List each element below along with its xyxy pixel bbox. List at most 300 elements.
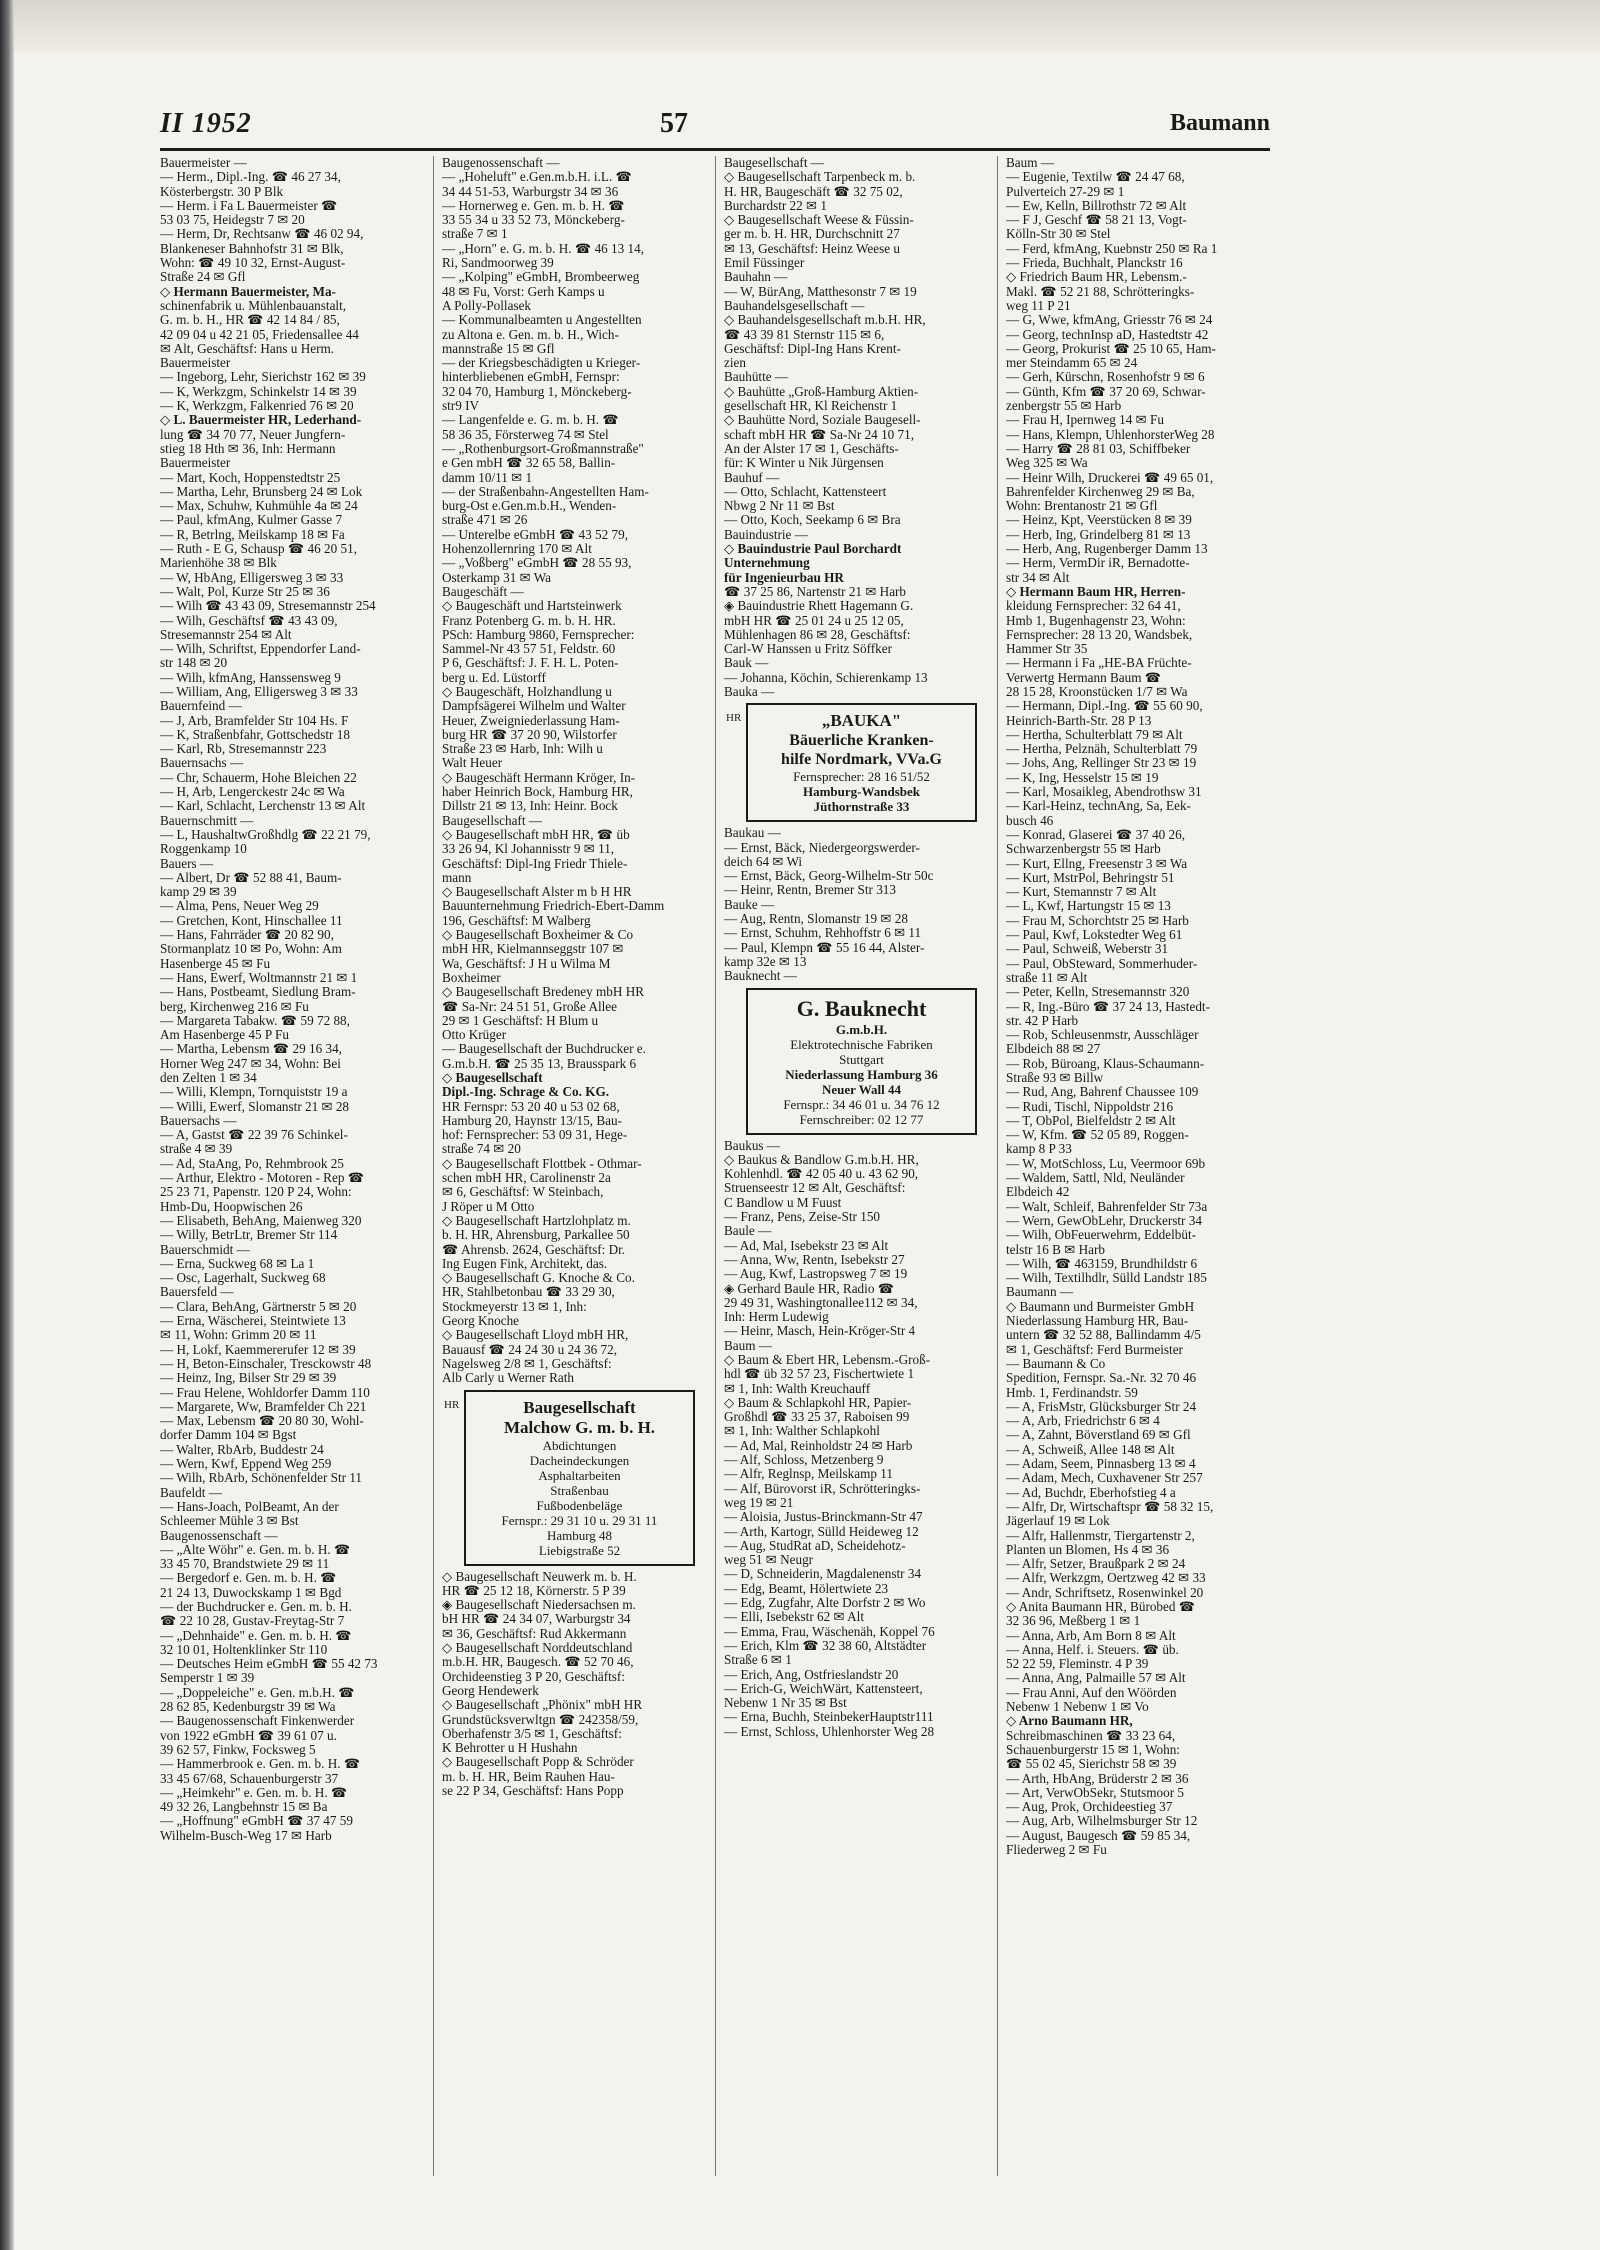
directory-entry: ◈ Gerhard Baule HR, Radio ☎ <box>724 1281 895 1296</box>
directory-page <box>160 100 1270 2180</box>
directory-entry: J Röper u M Otto <box>442 1199 535 1214</box>
directory-entry: ◇ Baugesellschaft Lloyd mbH HR, <box>442 1328 629 1343</box>
directory-entry: — Paul, Kwf, Lokstedter Weg 61 <box>1006 928 1183 943</box>
directory-entry: — Baumann & Co <box>1006 1356 1106 1371</box>
directory-entry: — Aloisia, Justus-Brinckmann-Str 47 <box>724 1510 923 1525</box>
ad-street: Jüthornstraße 33 <box>813 799 910 815</box>
directory-entry: — Rud, Ang, Bahrenf Chaussee 109 <box>1006 1085 1199 1100</box>
directory-entry: — Willi, Klempn, Tornquiststr 19 a <box>160 1085 348 1100</box>
directory-entry: busch 46 <box>1006 813 1054 828</box>
directory-entry: Walt Heuer <box>442 756 503 771</box>
directory-entry: — Hertha, Schulterblatt 79 ✉ Alt <box>1006 727 1183 742</box>
directory-entry: Unternehmung <box>724 556 810 571</box>
directory-entry: — Hertha, Pelznäh, Schulterblatt 79 <box>1006 742 1198 757</box>
directory-entry: ◇ Baukus & Bandlow G.m.b.H. HR, <box>724 1152 919 1167</box>
directory-entry: Hohenzollernring 170 ✉ Alt <box>442 542 592 557</box>
directory-entry: Pulverteich 27-29 ✉ 1 <box>1006 184 1125 199</box>
directory-entry: hof: Fernsprecher: 53 09 31, Hege- <box>442 1128 628 1143</box>
directory-entry: Orchideenstieg 3 P 20, Geschäftsf: <box>442 1669 625 1684</box>
directory-entry: Nebenw 1 Nr 35 ✉ Bst <box>724 1696 847 1711</box>
directory-entry: Alb Carly u Werner Rath <box>442 1371 575 1386</box>
page-header <box>160 100 1270 148</box>
directory-entry: — „Horn" e. G. m. b. H. ☎ 46 13 14, <box>442 241 645 256</box>
directory-entry: Bauhuf — <box>724 470 780 485</box>
directory-entry: ◇ L. Bauermeister HR, Lederhand- <box>160 413 362 428</box>
directory-entry: 34 44 51-53, Warburgstr 34 ✉ 36 <box>442 184 619 199</box>
directory-entry: untern ☎ 32 52 88, Ballindamm 4/5 <box>1006 1328 1201 1343</box>
directory-entry: weg 19 ✉ 21 <box>724 1495 794 1510</box>
directory-entry: Baule — <box>724 1224 772 1239</box>
directory-entry: HR Fernspr: 53 20 40 u 53 02 68, <box>442 1099 620 1114</box>
directory-entry: K Behrotter u H Hushahn <box>442 1741 578 1756</box>
directory-entry: Bauausf ☎ 24 24 30 u 24 36 72, <box>442 1342 618 1357</box>
directory-entry: — „Doppeleiche" e. Gen. m.b.H. ☎ <box>160 1685 355 1700</box>
directory-entry: — Walt, Schleif, Bahrenfelder Str 73a <box>1006 1199 1208 1214</box>
directory-entry: — Aug, Kwf, Lastropsweg 7 ✉ 19 <box>724 1267 908 1282</box>
directory-entry: Elbdeich 42 <box>1006 1185 1070 1200</box>
directory-entry: weg 51 ✉ Neugr <box>724 1553 814 1568</box>
directory-entry: Bauernsachs — <box>160 756 244 771</box>
ad-wrapper <box>724 703 989 822</box>
directory-entry: m. b. H. HR, Beim Rauhen Hau- <box>442 1769 615 1784</box>
directory-entry: zu Altona e. Gen. m. b. H., Wich- <box>442 327 619 342</box>
directory-entry: — Chr, Schauerm, Hohe Bleichen 22 <box>160 770 357 785</box>
directory-entry: Weg 325 ✉ Wa <box>1006 456 1088 471</box>
directory-entry: — Frieda, Buchhalt, Planckstr 16 <box>1006 256 1183 271</box>
directory-entry: ◇ Baumann und Burmeister GmbH <box>1006 1299 1195 1314</box>
directory-entry: 48 ✉ Fu, Vorst: Gerh Kamps u <box>442 284 605 299</box>
directory-entry: für Ingenieurbau HR <box>724 570 844 585</box>
directory-entry: Bauersfeld — <box>160 1285 234 1300</box>
directory-entry: ☎ 43 39 81 Sternstr 115 ✉ 6, <box>724 327 885 342</box>
column-4 <box>1006 156 1271 2176</box>
directory-entry: — Otto, Koch, Seekamp 6 ✉ Bra <box>724 513 901 528</box>
directory-entry: Baugenossenschaft — <box>442 156 560 170</box>
directory-entry: 42 09 04 u 42 21 05, Friedensallee 44 <box>160 327 359 342</box>
directory-entry: — Aug, Arb, Wilhelmsburger Str 12 <box>1006 1814 1198 1829</box>
directory-entry: — Arthur, Elektro - Motoren - Rep ☎ <box>160 1171 365 1186</box>
directory-entry: — Hans, Klempn, UhlenhorsterWeg 28 <box>1006 427 1215 442</box>
directory-entry: ◇ Baugesellschaft Weese & Füssin- <box>724 213 914 228</box>
directory-entry: ◇ Friedrich Baum HR, Lebensm.- <box>1006 270 1187 285</box>
directory-entry: Wilhelm-Busch-Weg 17 ✉ Harb <box>160 1828 332 1843</box>
directory-entry: mbH HR, Kielmannseggstr 107 ✉ <box>442 942 624 957</box>
directory-entry: 33 55 34 u 33 52 73, Mönckeberg- <box>442 213 625 228</box>
ad-phone: Fernspr.: 29 31 10 u. 29 31 11 <box>501 1512 658 1528</box>
directory-entry: Kohlenhdl. ☎ 42 05 40 u. 43 62 90, <box>724 1167 919 1182</box>
directory-entry: — Hermann, Dipl.-Ing. ☎ 55 60 90, <box>1006 699 1203 714</box>
directory-entry: Jägerlauf 19 ✉ Lok <box>1006 1514 1110 1529</box>
directory-entry: — Hans, Ewerf, Woltmannstr 21 ✉ 1 <box>160 970 358 985</box>
directory-entry: — Konrad, Glaserei ☎ 37 40 26, <box>1006 827 1186 842</box>
ad-phone: Fernsprecher: 28 16 51/52 <box>793 769 930 785</box>
directory-entry: — W, MotSchloss, Lu, Veermoor 69b <box>1006 1156 1206 1171</box>
directory-entry: — Adam, Mech, Cuxhavener Str 257 <box>1006 1471 1203 1486</box>
directory-entry: 53 03 75, Heidegstr 7 ✉ 20 <box>160 213 305 228</box>
directory-entry: — Wilh, ObFeuerwehrm, Eddelbüt- <box>1006 1228 1197 1243</box>
directory-entry: Baukau — <box>724 826 781 841</box>
directory-entry: — Ad, StaAng, Po, Rehmbrook 25 <box>160 1156 344 1171</box>
directory-entry: b. H. HR, Ahrensburg, Parkallee 50 <box>442 1228 630 1243</box>
ad-line: Stuttgart <box>839 1051 884 1067</box>
ad-city: Hamburg 48 <box>546 1527 613 1543</box>
directory-entry: — Martha, Lehr, Brunsberg 24 ✉ Lok <box>160 484 363 499</box>
directory-entry: m.b.H. HR, Baugesch. ☎ 52 70 46, <box>442 1655 634 1670</box>
directory-entry: — Elisabeth, BehAng, Maienweg 320 <box>160 1213 362 1228</box>
directory-entry: burg HR ☎ 37 20 90, Wilstorfer <box>442 727 617 742</box>
directory-entry: Otto Krüger <box>442 1028 507 1043</box>
directory-entry: 33 45 67/68, Schauenburgerstr 37 <box>160 1771 339 1786</box>
directory-entry: hdl ☎ üb 32 57 23, Fischertwiete 1 <box>724 1367 915 1382</box>
directory-entry: Bauunternehmung Friedrich-Ebert-Damm <box>442 899 665 914</box>
directory-entry: burg-Ost e.Gen.m.b.H., Wenden- <box>442 499 617 514</box>
hr-register-mark: HR <box>726 712 742 725</box>
directory-entry: — Hornerweg e. Gen. m. b. H. ☎ <box>442 198 625 213</box>
directory-entry: Fernsprecher: 28 13 20, Wandsbek, <box>1006 627 1193 642</box>
ad-line: Dacheindeckungen <box>529 1452 630 1468</box>
directory-entry: Oberhafenstr 3/5 ✉ 1, Geschäftsf: <box>442 1726 622 1741</box>
directory-entry: — Erna, Wäscherei, Steintwiete 13 <box>160 1314 346 1329</box>
ad-line: Fußbodenbeläge <box>536 1497 623 1513</box>
directory-entry: Inh: Herm Ludewig <box>724 1310 829 1325</box>
directory-entry: HR ☎ 25 12 18, Körnerstr. 5 P 39 <box>442 1583 626 1598</box>
directory-entry: — K, Ing, Hesselstr 15 ✉ 19 <box>1006 770 1159 785</box>
directory-entry: Bauermeister <box>160 456 231 471</box>
directory-entry: — Emma, Frau, Wäschenäh, Koppel 76 <box>724 1624 935 1639</box>
directory-entry: ✉ 36, Geschäftsf: Rud Akkermann <box>442 1626 627 1641</box>
directory-entry: 21 24 13, Duwockskamp 1 ✉ Bgd <box>160 1585 342 1600</box>
advertisement-bauknecht <box>746 988 977 1135</box>
directory-entry: Baugenossenschaft — <box>160 1528 278 1543</box>
directory-entry: — Herb, Ing, Grindelberg 81 ✉ 13 <box>1006 527 1191 542</box>
directory-entry: Nebenw 1 Nebenw 1 ✉ Vo <box>1006 1700 1149 1715</box>
directory-entry: — „Hoffnung" eGmbH ☎ 37 47 59 <box>160 1814 353 1829</box>
directory-entry: — „Rothenburgsort-Großmannstraße" <box>442 441 644 456</box>
directory-entry: — G, Wwe, kfmAng, Griesstr 76 ✉ 24 <box>1006 313 1213 328</box>
directory-entry: P 6, Geschäftsf: J. F. H. L. Poten- <box>442 656 619 671</box>
directory-entry: Hmb 1, Bugenhagenstr 23, Wohn: <box>1006 613 1186 628</box>
directory-entry: — Herm., Dipl.-Ing. ☎ 46 27 34, <box>160 170 341 185</box>
directory-entry: ☎ 55 02 45, Sierichstr 58 ✉ 39 <box>1006 1757 1177 1772</box>
directory-entry: Schwarzenbergstr 55 ✉ Harb <box>1006 842 1161 857</box>
directory-entry: — H, Lokf, Kaemmererufer 12 ✉ 39 <box>160 1342 356 1357</box>
directory-entry: — Wern, GewObLehr, Druckerstr 34 <box>1006 1213 1202 1228</box>
directory-entry: — Edg, Beamt, Hölertwiete 23 <box>724 1581 889 1596</box>
directory-entry: dorfer Damm 104 ✉ Bgst <box>160 1428 297 1443</box>
directory-entry: ✉ 1, Inh: Walther Schlapkohl <box>724 1424 880 1439</box>
directory-entry: — Walter, RbArb, Buddestr 24 <box>160 1442 324 1457</box>
directory-entry: — Johs, Ang, Rellinger Str 23 ✉ 19 <box>1006 756 1197 771</box>
directory-entry: 196, Geschäftsf: M Walberg <box>442 913 591 928</box>
directory-entry: — Wern, Kwf, Eppend Weg 259 <box>160 1457 332 1472</box>
directory-entry: Heuer, Zweigniederlassung Ham- <box>442 713 620 728</box>
directory-entry: Schauenburgerstr 15 ✉ 1, Wohn: <box>1006 1742 1180 1757</box>
directory-entry: — H, Beton-Einschaler, Tresckowstr 48 <box>160 1356 372 1371</box>
directory-entry: — Paul, Klempn ☎ 55 16 44, Alster- <box>724 940 925 955</box>
directory-entry: — Erich, Ang, Ostfrieslandstr 20 <box>724 1667 899 1682</box>
directory-entry: Georg Hendewerk <box>442 1683 539 1698</box>
directory-entry: — Langenfelde e. G. m. b. H. ☎ <box>442 413 619 428</box>
directory-entry: Kölln-Str 30 ✉ Stel <box>1006 227 1111 242</box>
directory-entry: Heinrich-Barth-Str. 28 P 13 <box>1006 713 1152 728</box>
directory-entry: Bauhütte — <box>724 370 789 385</box>
directory-entry: straße 7 ✉ 1 <box>442 227 508 242</box>
directory-entry: gesellschaft HR, Kl Reichenstr 1 <box>724 399 898 414</box>
column-divider <box>433 156 434 2176</box>
directory-entry: Hasenberge 45 ✉ Fu <box>160 956 271 971</box>
directory-entry: Bauke — <box>724 897 775 912</box>
directory-entry: — Heinz, Ing, Bilser Str 29 ✉ 39 <box>160 1371 337 1386</box>
directory-entry: Bauhahn — <box>724 270 788 285</box>
page-number: 57 <box>660 108 688 139</box>
directory-entry: 49 32 26, Langbehnstr 15 ✉ Ba <box>160 1800 328 1815</box>
directory-entry: ✉ 11, Wohn: Grimm 20 ✉ 11 <box>160 1328 317 1343</box>
directory-entry: — Erna, Suckweg 68 ✉ La 1 <box>160 1256 315 1271</box>
directory-entry: Blankeneser Bahnhofstr 31 ✉ Blk, <box>160 241 344 256</box>
directory-entry: — Ad, Mal, Reinholdstr 24 ✉ Harb <box>724 1438 913 1453</box>
ad-title: G. Bauknecht <box>796 995 927 1021</box>
directory-entry: — William, Ang, Elligersweg 3 ✉ 33 <box>160 684 358 699</box>
directory-entry: den Zelten 1 ✉ 34 <box>160 1071 257 1085</box>
directory-entry: — A, FrisMstr, Glücksburger Str 24 <box>1006 1399 1197 1414</box>
directory-entry: ◇ Hermann Baum HR, Herren- <box>1006 584 1186 599</box>
hr-register-mark: HR <box>444 1398 460 1411</box>
ad-line: Asphaltarbeiten <box>538 1467 621 1483</box>
directory-entry: — Alfr, Setzer, Braußpark 2 ✉ 24 <box>1006 1557 1186 1572</box>
directory-entry: für: K Winter u Nik Jürgensen <box>724 456 884 471</box>
directory-entry: Osterkamp 31 ✉ Wa <box>442 570 551 585</box>
ad-line: Abdichtungen <box>542 1437 617 1453</box>
directory-entry: — Erna, Buchh, SteinbekerHauptstr111 <box>724 1710 934 1725</box>
directory-entry: — Georg, Prokurist ☎ 25 10 65, Ham- <box>1006 341 1216 356</box>
ad-line: Straßenbau <box>550 1482 609 1498</box>
directory-entry: — Alf, Schloss, Metzenberg 9 <box>724 1453 884 1468</box>
ad-title: Malchow G. m. b. H. <box>503 1417 656 1437</box>
directory-entry: — W, Kfm. ☎ 52 05 89, Roggen- <box>1006 1128 1189 1143</box>
directory-entry: Wohn: Brentanostr 21 ✉ Gfl <box>1006 499 1158 514</box>
directory-entry: — Wilh, Geschäftsf ☎ 43 43 09, <box>160 613 338 628</box>
directory-entry: G.m.b.H. ☎ 25 35 13, Brausspark 6 <box>442 1056 637 1071</box>
directory-entry: — Osc, Lagerhalt, Suckweg 68 <box>160 1271 326 1286</box>
directory-entry: — Waldem, Sattl, Nld, Neuländer <box>1006 1171 1185 1186</box>
directory-entry: Hmb. 1, Ferdinandstr. 59 <box>1006 1385 1138 1400</box>
directory-entry: 28 15 28, Kroonstücken 1/7 ✉ Wa <box>1006 684 1188 699</box>
directory-entry: — Georg, technInsp aD, Hastedtstr 42 <box>1006 327 1209 342</box>
directory-entry: stieg 18 Hth ✉ 36, Inh: Hermann <box>160 441 336 456</box>
directory-entry: — Frau M, Schorchtstr 25 ✉ Harb <box>1006 913 1189 928</box>
directory-entry: ◇ Baugesellschaft <box>442 1071 543 1085</box>
directory-entry: damm 10/11 ✉ 1 <box>442 470 533 485</box>
directory-entry: Bauknecht — <box>724 969 797 984</box>
directory-entry: Grundstücksverwltgn ☎ 242358/59, <box>442 1712 639 1727</box>
directory-entry: straße 471 ✉ 26 <box>442 513 528 528</box>
directory-entry: — Otto, Schlacht, Kattensteert <box>724 484 887 499</box>
directory-entry: Elbdeich 88 ✉ 27 <box>1006 1042 1101 1057</box>
directory-entry: Hmb-Du, Hoopwischen 26 <box>160 1199 303 1214</box>
directory-entry: — Karl, Mosaikleg, Abendrothsw 31 <box>1006 785 1202 800</box>
directory-entry: Geschäftsf: Dipl-Ing Friedr Thiele- <box>442 856 628 871</box>
directory-entry: — Wilh, ☎ 463159, Brundhildstr 6 <box>1006 1256 1198 1271</box>
directory-entry: — A, Zahnt, Böverstland 69 ✉ Gfl <box>1006 1428 1191 1443</box>
directory-entry: — Hermann i Fa „HE-BA Früchte- <box>1006 656 1192 671</box>
directory-entry: telstr 16 B ✉ Harb <box>1006 1242 1105 1257</box>
directory-entry: Verwertg Hermann Baum ☎ <box>1006 670 1162 685</box>
directory-entry: — R, Ing.-Büro ☎ 37 24 13, Hastedt- <box>1006 999 1210 1014</box>
directory-entry: ◇ Baugesellschaft mbH HR, ☎ üb <box>442 827 630 842</box>
ad-title: Bäuerliche Kranken- <box>789 732 934 750</box>
directory-entry: straße 4 ✉ 39 <box>160 1142 233 1157</box>
directory-entry: Boxheimer <box>442 970 501 985</box>
directory-entry: lung ☎ 34 70 77, Neuer Jungfern- <box>160 427 346 442</box>
directory-entry: Wohn: ☎ 49 10 32, Ernst-August- <box>160 256 346 271</box>
directory-entry: ◇ Baum & Schlapkohl HR, Papier- <box>724 1395 912 1410</box>
directory-entry: — Gretchen, Kont, Hinschallee 11 <box>160 913 343 928</box>
directory-entry: kleidung Fernsprecher: 32 64 41, <box>1006 599 1181 614</box>
directory-entry: — Wilh, Textilhdlr, Sülld Landstr 185 <box>1006 1271 1207 1286</box>
directory-entry: — „Hoheluft" e.Gen.m.b.H. i.L. ☎ <box>442 170 632 185</box>
directory-entry: — Peter, Kelln, Stresemannstr 320 <box>1006 985 1190 1000</box>
directory-entry: — Alfr, Werkzgm, Oertzweg 42 ✉ 33 <box>1006 1571 1206 1586</box>
directory-entry: Niederlassung Hamburg HR, Bau- <box>1006 1314 1189 1329</box>
directory-entry: kamp 32e ✉ 13 <box>724 954 807 969</box>
directory-entry: Bahrenfelder Kirchenweg 29 ✉ Ba, <box>1006 484 1195 499</box>
directory-entry: — Heinr Wilh, Druckerei ☎ 49 65 01, <box>1006 470 1214 485</box>
header-volume-year: II 1952 <box>160 108 252 139</box>
directory-entry: — Willy, BetrLtr, Bremer Str 114 <box>160 1228 338 1243</box>
directory-entry: — Erich, Klm ☎ 32 38 60, Altstädter <box>724 1638 927 1653</box>
directory-entry: Hammer Str 35 <box>1006 642 1088 657</box>
directory-entry: — Kurt, Stemannstr 7 ✉ Alt <box>1006 885 1157 900</box>
column-3 <box>724 156 989 2176</box>
directory-entry: Bauhandelsgesellschaft — <box>724 298 865 313</box>
directory-entry: — Wilh ☎ 43 43 09, Stresemannstr 254 <box>160 599 376 614</box>
directory-entry: — Margarete, Ww, Bramfelder Ch 221 <box>160 1399 367 1414</box>
directory-entry: A Polly-Pollasek <box>442 298 532 313</box>
directory-entry: ◇ Baugeschäft, Holzhandlung u <box>442 684 612 699</box>
directory-entry: — A, Schweiß, Allee 148 ✉ Alt <box>1006 1442 1175 1457</box>
directory-entry: ◇ Baugesellschaft Norddeutschland <box>442 1641 633 1656</box>
directory-entry: — Rob, Schleusenmstr, Ausschläger <box>1006 1028 1199 1043</box>
directory-entry: — Herm, VermDir iR, Bernadotte- <box>1006 556 1190 571</box>
directory-entry: mer Steindamm 65 ✉ 24 <box>1006 356 1138 371</box>
column-1 <box>160 156 425 2176</box>
directory-entry: C Bandlow u M Fuust <box>724 1195 842 1210</box>
directory-entry: — Wilh, kfmAng, Hanssensweg 9 <box>160 670 341 685</box>
directory-entry: — Hans, Fahrräder ☎ 20 82 90, <box>160 928 334 943</box>
directory-entry: von 1922 eGmbH ☎ 39 61 07 u. <box>160 1728 337 1743</box>
directory-entry: Struenseestr 12 ✉ Alt, Geschäftsf: <box>724 1181 906 1196</box>
directory-entry: haber Heinrich Bock, Hamburg HR, <box>442 785 633 800</box>
directory-entry: — L, Kwf, Hartungstr 15 ✉ 13 <box>1006 899 1171 914</box>
directory-entry: str 34 ✉ Alt <box>1006 570 1070 585</box>
directory-entry: berg u. Ed. Lüstorff <box>442 670 546 685</box>
directory-entry: Baugesellschaft — <box>724 156 824 170</box>
column-divider <box>715 156 716 2176</box>
directory-entry: hinterbliebenen eGmbH, Fernspr: <box>442 370 620 385</box>
directory-entry: schaft mbH HR ☎ Sa-Nr 24 10 71, <box>724 427 915 442</box>
directory-entry: — Albert, Dr ☎ 52 88 41, Baum- <box>160 870 342 885</box>
directory-entry: ◇ Bauhütte „Groß-Hamburg Aktien- <box>724 384 919 399</box>
directory-entry: 32 04 70, Hamburg 1, Mönckeberg- <box>442 384 632 399</box>
ad-subtitle: G.m.b.H. <box>835 1021 888 1037</box>
ad-title: „BAUKA" <box>821 711 902 731</box>
ad-city: Hamburg-Wandsbek <box>802 784 921 800</box>
directory-entry: mann <box>442 870 472 885</box>
directory-entry: ◇ Arno Baumann HR, <box>1006 1714 1133 1729</box>
directory-entry: — Rob, Büroang, Klaus-Schaumann- <box>1006 1056 1205 1071</box>
directory-entry: 58 36 35, Försterweg 74 ✉ Stel <box>442 427 609 442</box>
directory-entry: — Johanna, Köchin, Schierenkamp 13 <box>724 670 928 685</box>
directory-entry: Bauk — <box>724 656 769 671</box>
directory-entry: — T, ObPol, Bielfeldstr 2 ✉ Alt <box>1006 1113 1176 1128</box>
directory-entry: ✉ Alt, Geschäftsf: Hans u Herm. <box>160 341 335 356</box>
directory-entry: ◇ Bauindustrie Paul Borchardt <box>724 542 902 557</box>
directory-entry: — Deutsches Heim eGmbH ☎ 55 42 73 <box>160 1657 378 1672</box>
directory-entry: ◇ Baum & Ebert HR, Lebensm.-Groß- <box>724 1353 931 1367</box>
directory-entry: — Walt, Pol, Kurze Str 25 ✉ 36 <box>160 584 330 599</box>
directory-entry: Bauerschmidt — <box>160 1242 250 1257</box>
directory-entry: — Kurt, MstrPol, Behringstr 51 <box>1006 870 1175 885</box>
directory-entry: — Paul, Schweiß, Weberstr 31 <box>1006 942 1169 957</box>
directory-entry: ✉ 1, Geschäftsf: Ferd Burmeister <box>1006 1342 1183 1357</box>
directory-entry: Bauka — <box>724 684 775 699</box>
directory-entry: Planten un Blomen, Hs 4 ✉ 36 <box>1006 1542 1170 1557</box>
directory-entry: Baumann — <box>1006 1285 1074 1300</box>
directory-entry: — Rudi, Tischl, Nippoldstr 216 <box>1006 1099 1174 1114</box>
directory-entry: — Herm, Dr, Rechtsanw ☎ 46 02 94, <box>160 227 364 242</box>
ad-wrapper <box>442 1390 707 1566</box>
directory-entry: ◇ Hermann Bauermeister, Ma- <box>160 284 336 299</box>
directory-entry: — Kommunalbeamten u Angestellten <box>442 313 642 328</box>
directory-entry: Baugeschäft — <box>442 584 524 599</box>
directory-entry: — D, Schneiderin, Magdalenenstr 34 <box>724 1567 922 1582</box>
directory-entry: — K, Werkzgm, Falkenried 76 ✉ 20 <box>160 399 354 414</box>
ad-street: Neuer Wall 44 <box>822 1081 901 1097</box>
directory-entry: 29 ✉ 1 Geschäftsf: H Blum u <box>442 1013 599 1028</box>
directory-entry: ☎ Ahrensb. 2624, Geschäftsf: Dr. <box>442 1242 626 1257</box>
directory-columns <box>160 156 1270 2176</box>
directory-entry: ◇ Bauhütte Nord, Soziale Baugesell- <box>724 413 921 428</box>
directory-entry: ◇ Baugesellschaft Boxheimer & Co <box>442 928 634 943</box>
directory-entry: — Frau H, Ipernweg 14 ✉ Fu <box>1006 413 1164 428</box>
directory-entry: ◈ Baugesellschaft Niedersachsen m. <box>442 1598 636 1613</box>
directory-entry: — „Heimkehr" e. Gen. m. b. H. ☎ <box>160 1785 348 1800</box>
directory-entry: — Edg, Zugfahr, Alte Dorfstr 2 ✉ Wo <box>724 1596 926 1611</box>
directory-entry: ✉ 13, Geschäftsf: Heinz Weese u <box>724 241 900 256</box>
directory-entry: — Aug, Rentn, Slomanstr 19 ✉ 28 <box>724 912 908 927</box>
directory-entry: — Herb, Ang, Rugenberger Damm 13 <box>1006 542 1208 557</box>
directory-entry: ger m. b. H. HR, Durchschnitt 27 <box>724 227 900 242</box>
directory-entry: ✉ 1, Inh: Walth Kreuchauff <box>724 1381 871 1396</box>
directory-entry: — Karl-Heinz, technAng, Sa, Eek- <box>1006 799 1191 814</box>
directory-entry: Roggenkamp 10 <box>160 842 247 857</box>
directory-entry: — F J, Geschf ☎ 58 21 13, Vogt- <box>1006 213 1187 228</box>
directory-entry: Spedition, Fernspr. Sa.-Nr. 32 70 46 <box>1006 1371 1197 1386</box>
directory-entry: — Herm. i Fa L Bauermeister ☎ <box>160 198 338 213</box>
directory-entry: — Hans-Joach, PolBeamt, An der <box>160 1499 339 1514</box>
directory-entry: ☎ Sa-Nr: 24 51 51, Große Allee <box>442 999 618 1014</box>
directory-entry: — K, Werkzgm, Schinkelstr 14 ✉ 39 <box>160 384 357 399</box>
directory-entry: — der Straßenbahn-Angestellten Ham- <box>442 484 649 499</box>
directory-entry: deich 64 ✉ Wi <box>724 854 803 869</box>
directory-entry: — Franz, Pens, Zeise-Str 150 <box>724 1210 881 1225</box>
directory-entry: ◈ Bauindustrie Rhett Hagemann G. <box>724 599 914 614</box>
directory-entry: Nagelsweg 2/8 ✉ 1, Geschäftsf: <box>442 1356 612 1371</box>
directory-entry: — Frau Helene, Wohldorfer Damm 110 <box>160 1385 370 1400</box>
directory-entry: — August, Baugesch ☎ 59 85 34, <box>1006 1828 1191 1843</box>
directory-entry: Nbwg 2 Nr 11 ✉ Bst <box>724 499 835 514</box>
ad-telex: Fernschreiber: 02 12 77 <box>799 1111 924 1127</box>
